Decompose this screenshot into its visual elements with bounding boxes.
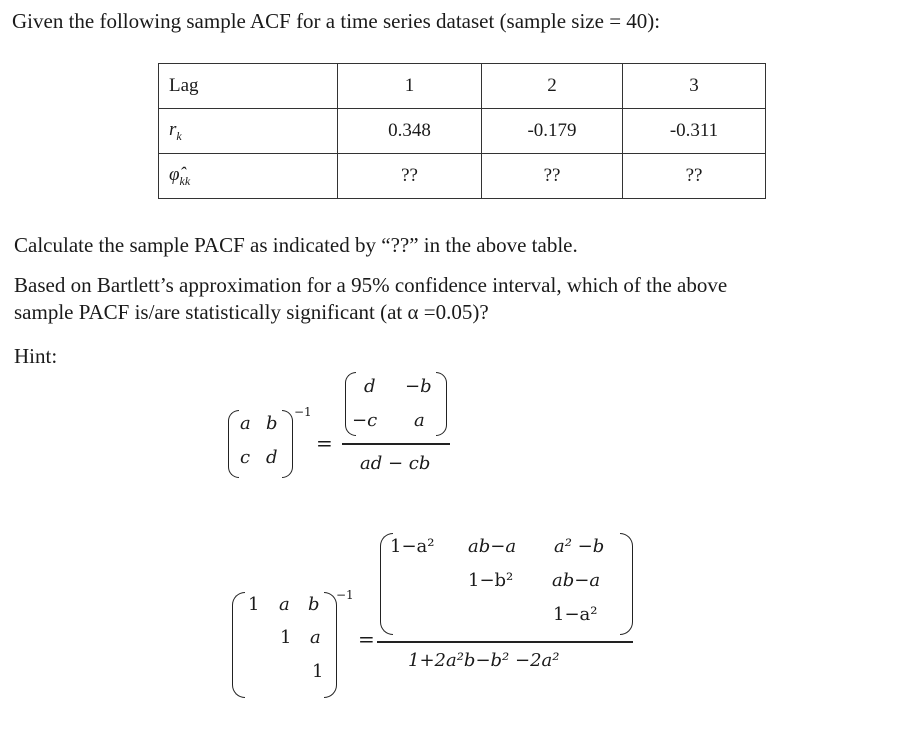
phi-header: $\varphî_{kk}$ <box>159 154 338 199</box>
matrix-entry: 1−a² <box>390 536 435 557</box>
question-1: Calculate the sample PACF as indicated by “??” in the above table. <box>14 233 578 257</box>
question-2-line-1: Based on Bartlett’s approximation for a 95% confidence interval, which of the above <box>14 273 728 297</box>
matrix-entry: 1−b² <box>468 570 514 591</box>
right-paren <box>620 533 633 635</box>
rk-cell: -0.179 <box>482 109 623 154</box>
rk-header: $r_k$ <box>159 109 338 154</box>
matrix-entry: 1−a² <box>553 604 598 625</box>
matrix-entry: d <box>364 376 376 397</box>
matrix-entry: a <box>240 413 251 434</box>
matrix-entry: 1 <box>312 661 324 682</box>
matrix-entry: b <box>308 594 320 615</box>
phi-cell: ?? <box>623 154 766 199</box>
matrix-entry: −c <box>352 410 378 431</box>
question-2-line-2: sample PACF is/are statistically significant (at α =0.05)? <box>14 300 489 324</box>
lag-cell: 2 <box>482 64 623 109</box>
matrix-entry: ab−a <box>468 536 517 557</box>
lag-header: Lag <box>159 64 338 109</box>
hint-label: Hint: <box>14 344 58 368</box>
rk-cell: 0.348 <box>338 109 482 154</box>
matrix-entry: −b <box>405 376 432 397</box>
matrix-entry: b <box>266 413 278 434</box>
lag-cell: 3 <box>623 64 766 109</box>
denominator: 1+2a²b−b² −2a² <box>408 650 560 671</box>
lag-cell: 1 <box>338 64 482 109</box>
left-paren <box>232 592 245 698</box>
rk-cell: -0.311 <box>623 109 766 154</box>
matrix-entry: a² −b <box>554 536 605 557</box>
right-paren <box>324 592 337 698</box>
matrix-entry: 1 <box>248 594 260 615</box>
denominator: ad − cb <box>360 453 431 474</box>
phi-cell: ?? <box>338 154 482 199</box>
matrix-entry: a <box>310 627 321 648</box>
equals-sign: = <box>316 431 333 455</box>
matrix-entry: 1 <box>280 627 292 648</box>
matrix-entry: c <box>240 447 251 468</box>
matrix-entry: ab−a <box>552 570 601 591</box>
phi-cell: ?? <box>482 154 623 199</box>
equals-sign: = <box>358 627 375 651</box>
matrix-entry: a <box>414 410 425 431</box>
inverse-exponent: −1 <box>336 588 354 602</box>
inverse-exponent: −1 <box>294 405 312 419</box>
matrix-entry: d <box>266 447 278 468</box>
intro-text: Given the following sample ACF for a time series dataset (sample size = 40): <box>12 9 661 33</box>
matrix-entry: a <box>279 594 290 615</box>
fraction-bar <box>377 641 633 643</box>
